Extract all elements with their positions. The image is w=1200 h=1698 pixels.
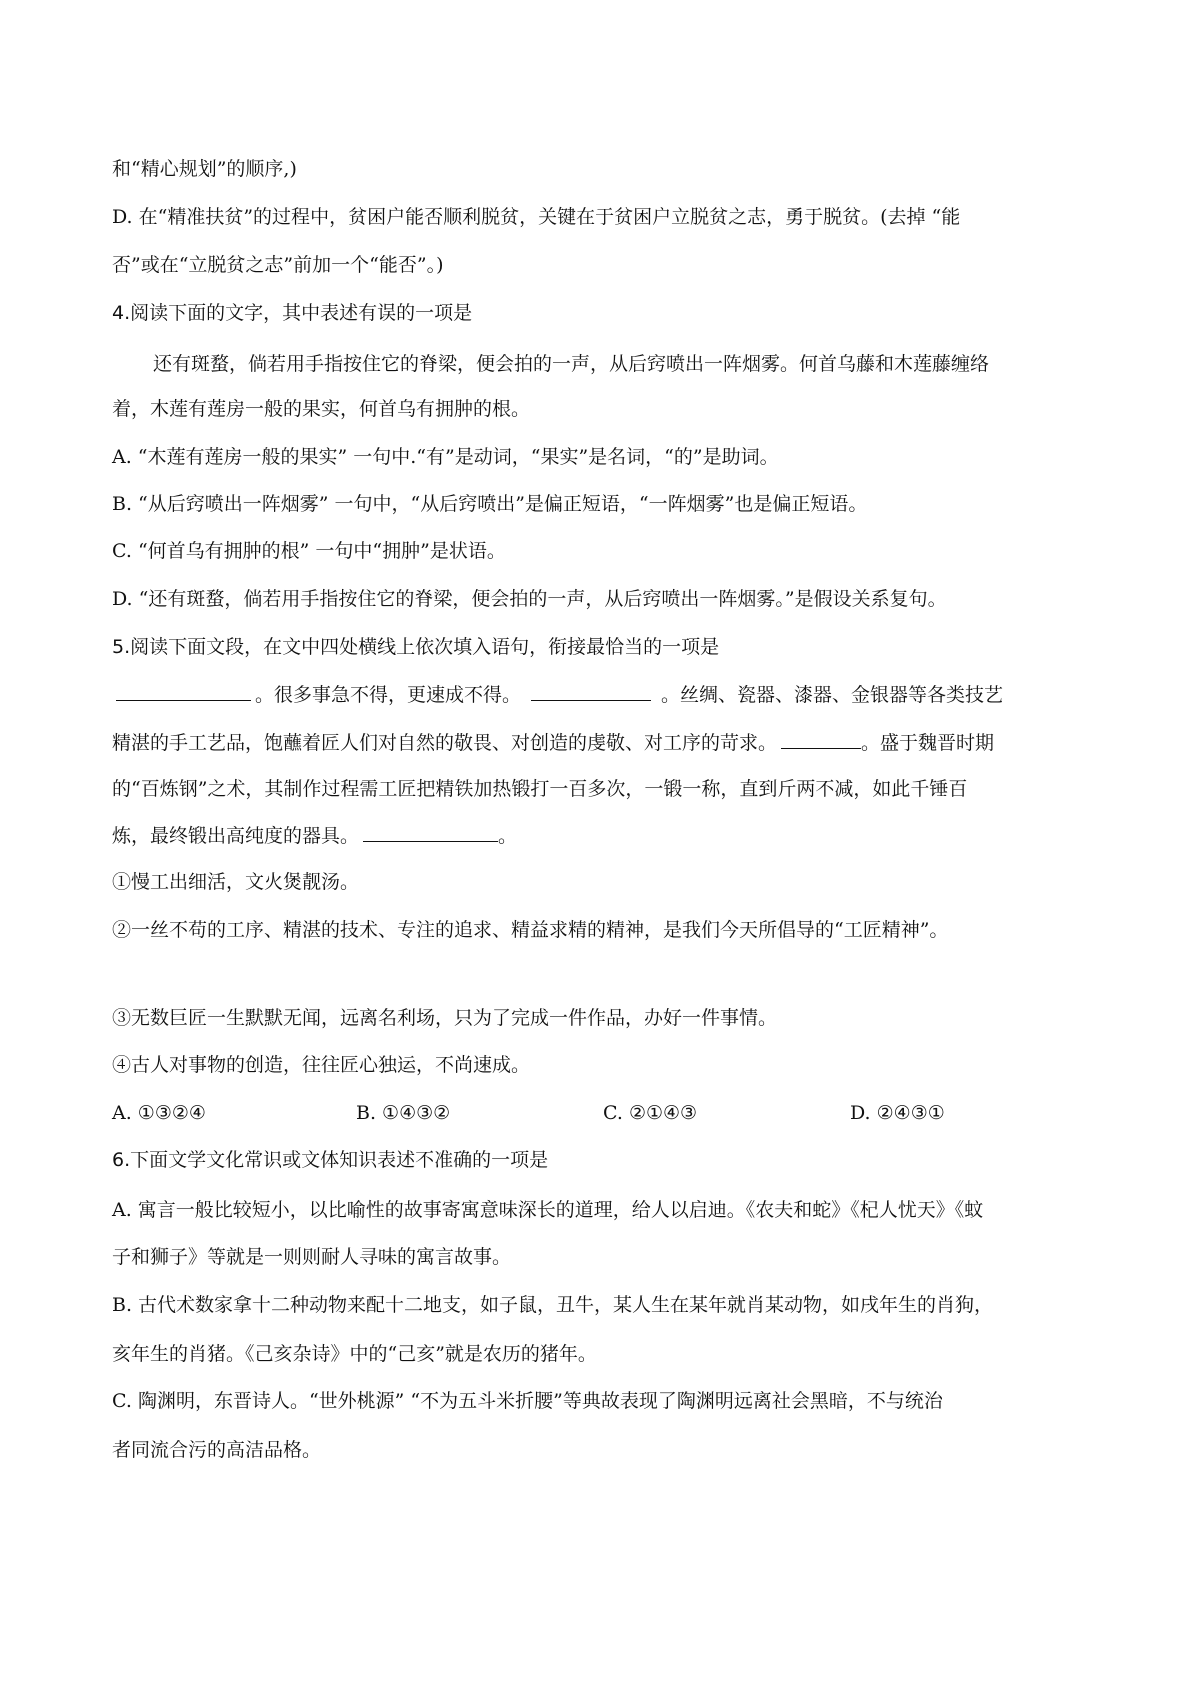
q5-passage-text-4: 。盛于魏晋时期 xyxy=(861,732,995,754)
q5-passage-end: 。 xyxy=(498,825,518,847)
q6-option-c-line2: 者同流合污的高洁品格。 xyxy=(112,1439,322,1461)
q4-option-b: B. “从后窍喷出一阵烟雾” 一句中，“从后窍喷出”是偏正短语，“一阵烟雾”也是偏正短语。 xyxy=(112,493,868,515)
q5-blank-3[interactable] xyxy=(781,730,861,749)
q6-stem-text: 下面文学文化常识或文体知识表述不准确的一项是 xyxy=(130,1149,549,1171)
q4-option-d: D. “还有斑蝥，倘若用手指按住它的脊梁，便会拍的一声，从后窍喷出一阵烟雾。”是假设关系复句。 xyxy=(112,588,947,610)
q5-passage-text-2: 。丝绸、瓷器、漆器、金银器等各类技艺 xyxy=(661,684,1004,706)
q5-passage-line4 xyxy=(112,823,517,848)
q6-number: 6. xyxy=(112,1149,131,1171)
q5-passage-line2 xyxy=(112,730,994,755)
q5-sentence-3: ③无数巨匠一生默默无闻，远离名利场，只为了完成一件作品，办好一件事情。 xyxy=(112,1007,778,1029)
q5-sentence-1: ①慢工出细活，文火煲靓汤。 xyxy=(112,871,360,893)
q5-sentence-2: ②一丝不苟的工序、精湛的技术、专注的追求、精益求精的精神，是我们今天所倡导的“工匠精神”。 xyxy=(112,919,949,941)
q6-option-a-line1: A. 寓言一般比较短小，以比喻性的故事寄寓意味深长的道理，给人以启迪。《农夫和蛇》《杞人忧天》《蚊 xyxy=(112,1199,984,1221)
q6-option-b-line2: 亥年生的肖猪。《己亥杂诗》中的“己亥”就是农历的猪年。 xyxy=(112,1343,597,1365)
q5-passage-text-5: 炼，最终锻出高纯度的器具。 xyxy=(112,825,360,847)
q4-stem-text: 阅读下面的文字，其中表述有误的一项是 xyxy=(130,302,473,324)
q4-stem xyxy=(112,301,472,325)
q4-passage-line2: 着，木莲有莲房一般的果实，何首乌有拥肿的根。 xyxy=(112,398,531,420)
q5-option-b: B. ①④③② xyxy=(356,1102,451,1124)
q6-option-b-line1: B. 古代术数家拿十二种动物来配十二地支，如子鼠，丑牛，某人生在某年就肖某动物，如戌年生的肖狗， xyxy=(112,1294,994,1316)
q6-option-c-line1: C. 陶渊明，东晋诗人。“世外桃源” “不为五斗米折腰”等典故表现了陶渊明远离社会黑暗，不与统治 xyxy=(112,1390,943,1412)
q4-passage-line1: 还有斑蝥，倘若用手指按住它的脊梁，便会拍的一声，从后窍喷出一阵烟雾。何首乌藤和木莲藤缠络 xyxy=(153,353,990,375)
q5-option-c: C. ②①④③ xyxy=(603,1102,698,1124)
q6-stem xyxy=(112,1148,548,1172)
q5-number: 5. xyxy=(112,636,131,658)
q5-passage-text-3: 精湛的手工艺品，饱蘸着匠人们对自然的敬畏、对创造的虔敬、对工序的苛求。 xyxy=(112,732,778,754)
q3-option-c-tail: 和“精心规划”的顺序,) xyxy=(112,158,297,180)
q5-stem xyxy=(112,635,719,659)
q3-option-d-line2: 否”或在“立脱贫之志”前加一个“能否”。) xyxy=(112,254,444,276)
q4-number: 4. xyxy=(112,302,131,324)
q5-option-a: A. ①③②④ xyxy=(112,1102,206,1124)
q4-option-a: A. “木莲有莲房一般的果实” 一句中.“有”是动词，“果实”是名词，“的”是助词。 xyxy=(112,446,779,468)
q5-passage-line3: 的“百炼钢”之术，其制作过程需工匠把精铁加热锻打一百多次，一锻一称，直到斤两不减，如此千锤百 xyxy=(112,778,968,800)
q5-blank-1[interactable] xyxy=(116,682,251,701)
q5-stem-text: 阅读下面文段，在文中四处横线上依次填入语句，衔接最恰当的一项是 xyxy=(130,636,720,658)
q5-blank-4[interactable] xyxy=(363,823,498,842)
q5-option-d: D. ②④③① xyxy=(850,1102,945,1124)
q3-option-d-line1: D. 在“精准扶贫”的过程中，贫困户能否顺利脱贫，关键在于贫困户立脱贫之志，勇于脱贫。(去掉 “能 xyxy=(112,206,961,228)
q5-sentence-4: ④古人对事物的创造，往往匠心独运，不尚速成。 xyxy=(112,1054,531,1076)
q6-option-a-line2: 子和狮子》等就是一则则耐人寻味的寓言故事。 xyxy=(112,1246,512,1268)
q5-blank-2[interactable] xyxy=(531,682,651,701)
q5-passage-text-1: 。很多事急不得，更速成不得。 xyxy=(255,684,522,706)
q4-option-c: C. “何首乌有拥肿的根” 一句中“拥肿”是状语。 xyxy=(112,540,506,562)
q5-passage-line1 xyxy=(116,682,1003,707)
